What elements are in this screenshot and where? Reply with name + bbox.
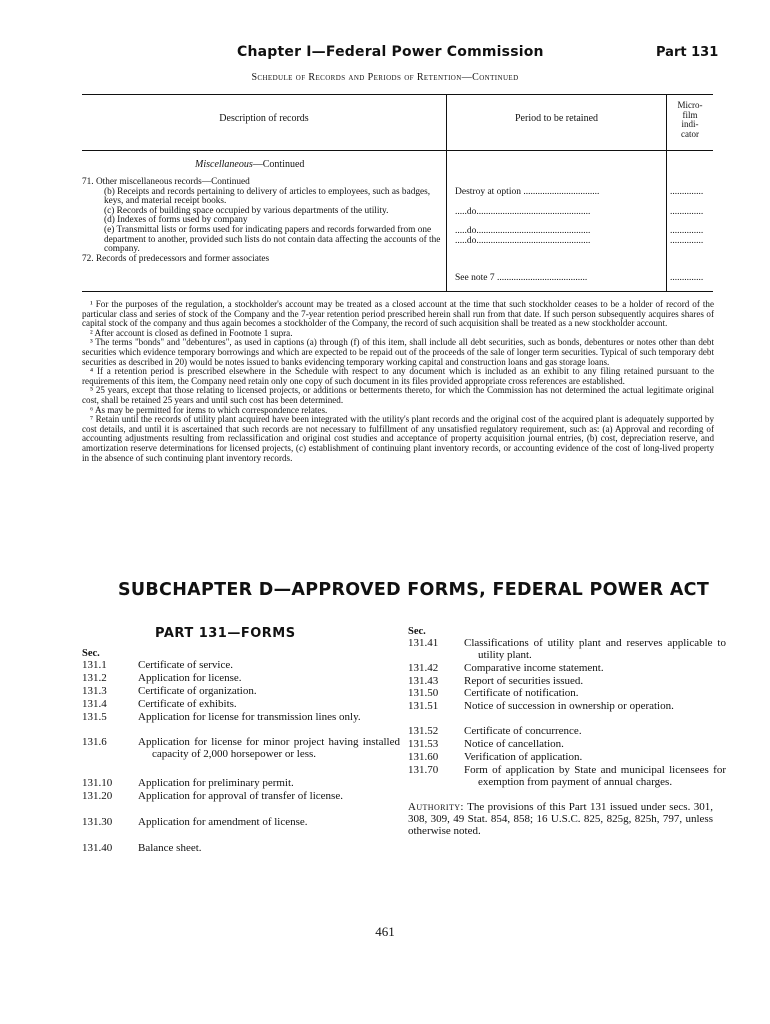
- table-row-indicator: ..............: [670, 226, 704, 236]
- table-section-heading: Miscellaneous—Continued: [195, 159, 305, 170]
- footnote: ² After account is closed as defined in Footnote 1 supra.: [90, 327, 293, 338]
- schedule-caption: Schedule of Records and Periods of Retention—Continued: [251, 72, 519, 83]
- document-page: Chapter I—Federal Power Commission Part 131 Schedule of Records and Periods of Retention—Continued Description of records Period to be retained Micro- film indi- cator Miscellaneous—Continued 71. Other miscellaneous records—Continued (b) Receipts and records pertaining to delivery of articles to employees, such as badges, keys, and material receipt books. (c) Records of building space occupied by various departments of the utility. (d) Indexes of forms used by company (e) Transmittal lists or forms used for indicating papers and records forwarded from one department to another, provided such lists do not contain data affecting the accounts of the company. 72. Records of predecessors and former associates Destroy at option ................................ .....do................................................ .....do................................................ .....do................................................ See note 7 ...................................... .............. .............. .............. .............. .............. ¹ For the purposes of the regulation, a stockholder's account may be treated as a closed account at the time that such stockholder ceases to be a holder of record of the particular class and series of stock of the Company and the 7-year retention period prescribed herein shall run from that date. If such person subsequently acquires shares of capital stock of the company and thus again becomes a stockholder of the Company, the record of such acquisition shall be treated as a new stockholder account. ² After account is closed as defined in Footnote 1 supra. ³ The terms "bonds" and "debentures", as used in captions (a) through (f) of this item, shall include all debt securities, such as bonds, debentures or notes other than debt securities which evidence temporary borrowings and which are expected to be repaid out of the proceeds of the sale of longer term securities. Typical of such temporary debt securities as described in 20) would be notes issued to banks evidencing temporary working capital and construction loans and gas storage loans. ⁴ If a retention period is prescribed elsewhere in the Schedule with respect to any document which is included as an exhibit to any filing retained pursuant to the requirements of this item, the Company need retain only one copy of such document in its files provided appropriate cross references are established. ⁵ 25 years, except that those relating to licensed projects, or additions or betterments thereto, for which the Commission has not determined the actual legitimate original cost, shall be retained 25 years and until such cost has been determined. ⁶ As may be permitted for items to which correspondence relates. ⁷ Retain until the records of utility plant acquired have been integrated with the utility's plant records and the original cost of the acquired plant is adequately supported by cost details, and until it is ascertained that such records are not necessary to fulfillment of any unsatisfied regulatory requirement, such as: (a) Approval and recording of accounting adjustments resulting from reclassification and original cost studies and acceptance of property acquisition journal entries, (b) cost, depreciation reserve, and amortization reserve determinations for licensed projects, (c) establishment of continuing plant inventory records, or accounting evidence of the cost of long-lived property in the absence of such continuing plant inventory records. SUBCHAPTER D—APPROVED FORMS, FEDERAL POWER ACT PART 131—FORMS Sec. 131.1 Certificate of service. 131.2 Application for license. 131.3 Certificate of organization. 131.4 Certificate of exhibits. 131.5 Application for license for transmission lines only. 131.6 Application for license for minor project having installed capacity of 2,000 horsepower or less. 131.10 Application for preliminary permit. 131.20 Application for approval of transfer of license. 131.30 Application for amendment of license. 131.40 Balance sheet. Sec. 131.41 Classifications of utility plant and reserves applicable to utility plant. 131.42 Comparative income statement. 131.43 Report of securities issued. 131.50 Certificate of notification. 131.51 Notice of succession in ownership or operation. 131.52 Certificate of concurrence. 131.53 Notice of cancellation. 131.60 Verification of application. 131.70 Form of application by State and municipal licensees for exemption from payment of annual charges. Authority: The provisions of this Part 131 issued under secs. 301, 308, 309, 49 Stat. 854, 858; 16 U.S.C. 825, 825g, 825h, 797, unless otherwise noted. 461: [0, 0, 770, 1024]
- column-header-description: Description of records: [219, 113, 309, 124]
- table-row-period: See note 7 ......................................: [455, 273, 588, 283]
- table-rows: [82, 178, 446, 264]
- table-row-description: 71. Other miscellaneous records—Continued: [82, 177, 250, 187]
- part-title: PART 131—FORMS: [155, 626, 296, 641]
- table-row-indicator: ..............: [670, 207, 704, 217]
- column-header-period: Period to be retained: [514, 113, 599, 124]
- table-row-indicator: ..............: [670, 187, 704, 197]
- subchapter-title: SUBCHAPTER D—APPROVED FORMS, FEDERAL POWER ACT: [118, 580, 710, 600]
- authority-note: Authority: The provisions of this Part 131 issued under secs. 301, 308, 309, 49 Stat. 854, 858; 16 U.S.C. 825, 825g, 825h, 797, unless otherwise noted.: [408, 801, 713, 837]
- footnote: ⁶ As may be permitted for items to which correspondence relates.: [90, 404, 328, 415]
- footnote: ¹ For the purposes of the regulation, a stockholder's account may be treated as a closed account at the time that such stockholder ceases to be a holder of record of the particular class and series of stock of the Company and the 7-year retention period prescribed herein shall run from that date. If such person subsequently acquires shares of capital stock of the company and thus again becomes a stockholder of the Company, the record of such acquisition shall be treated as a new stockholder account.: [82, 299, 714, 329]
- table-row-indicator: ..............: [670, 273, 704, 283]
- footnote: ⁴ If a retention period is prescribed elsewhere in the Schedule with respect to any document which is included as an exhibit to any filing retained pursuant to the requirements of this item, the Company need retain only one copy of such document in its files provided appropriate cross references are established.: [82, 366, 714, 386]
- footnote: ⁷ Retain until the records of utility plant acquired have been integrated with the utility's plant records and the original cost of the acquired plant is adequately supported by cost details, and until it is ascertained that such records are not necessary to fulfillment of any unsatisfied regulatory requirement, such as: (a) Approval and recording of accounting adjustments resulting from reclassification and original cost studies and acceptance of property acquisition journal entries, (b) cost, depreciation reserve, and amortization reserve determinations for licensed projects, (c) establishment of continuing plant inventory records, or accounting evidence of the cost of long-lived property in the absence of such continuing plant inventory records.: [82, 414, 714, 463]
- table-row-description: (b) Receipts and records pertaining to delivery of articles to employees, such as badges, keys, and material receipt books.: [104, 186, 431, 207]
- table-row-description: (d) Indexes of forms used by company: [104, 215, 248, 226]
- table-row-description: 72. Records of predecessors and former associates: [82, 253, 270, 264]
- footnote: ⁵ 25 years, except that those relating to licensed projects, or additions or betterments thereto, for which the Commission has not determined the actual legitimate original cost, shall be retained 25 years and until such cost has been determined.: [82, 385, 714, 405]
- running-head: [0, 44, 770, 64]
- table-row-period: .....do................................................: [455, 236, 591, 246]
- running-head-part: Part 131: [656, 45, 719, 60]
- column-header-microfilm: Micro- film indi- cator: [677, 100, 703, 139]
- page-number: 461: [375, 924, 395, 939]
- table-row-description: (e) Transmittal lists or forms used for indicating papers and records forwarded from one department to another, provided such lists do not contain data affecting the accounts of the company.: [104, 224, 441, 255]
- sec-label: Sec.: [408, 626, 426, 637]
- table-column-divider: [446, 95, 447, 291]
- running-head-title: Chapter I—Federal Power Commission: [237, 44, 544, 60]
- sec-label: Sec.: [82, 648, 100, 659]
- table-row-indicator: ..............: [670, 236, 704, 246]
- table-row-period: .....do................................................: [455, 226, 591, 236]
- table-row-description: (c) Records of building space occupied by various departments of the utility.: [104, 205, 389, 216]
- table-header-rule: [82, 150, 713, 151]
- table-row-period: Destroy at option ................................: [455, 187, 600, 197]
- footnote: ³ The terms "bonds" and "debentures", as used in captions (a) through (f) of this item, shall include all debt securities, such as bonds, debentures or notes other than debt securities which evidence temporary borrowings and which are expected to be repaid out of the proceeds of the sale of longer term securities. Typical of such temporary debt securities as described in 20) would be notes issued to banks evidencing temporary working capital and construction loans and gas storage loans.: [82, 337, 714, 367]
- footnotes: [82, 300, 714, 463]
- table-row-period: .....do................................................: [455, 207, 591, 217]
